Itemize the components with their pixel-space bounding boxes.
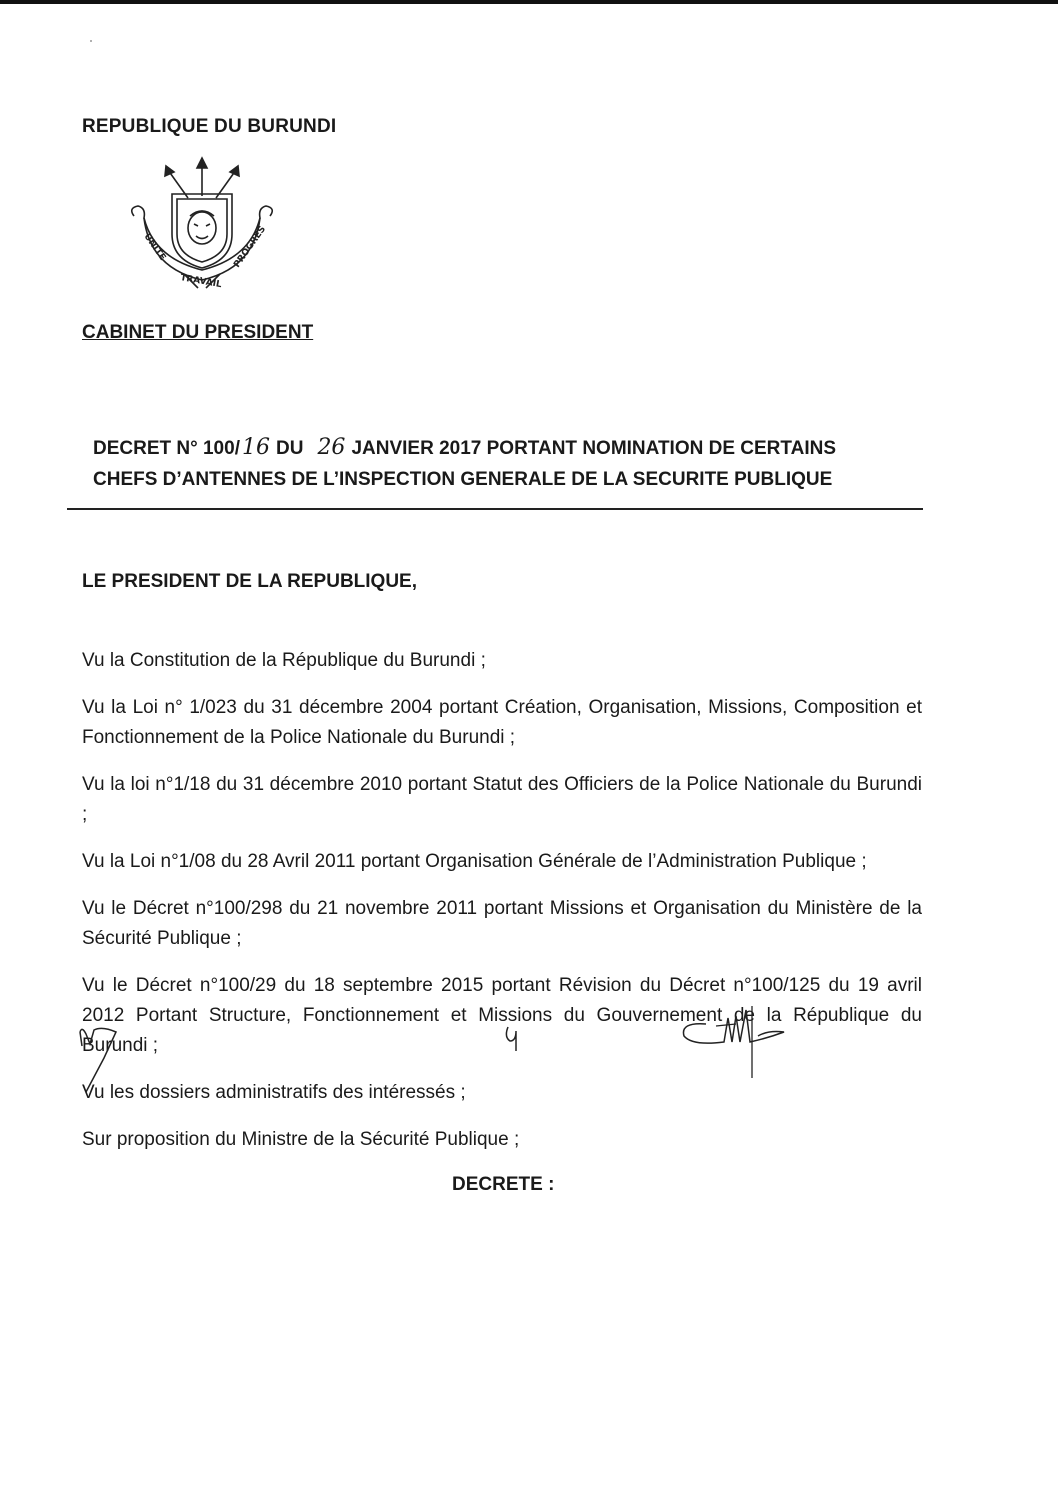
burundi-coat-of-arms-icon [124,156,280,294]
decrete-heading: DECRETE : [452,1174,555,1195]
president-heading: LE PRESIDENT DE LA REPUBLIQUE, [82,571,417,592]
visa-item: Vu le Décret n°100/298 du 21 novembre 2011 portant Missions et Organisation du Ministère de la Sécurité Publique ; [82,898,922,949]
visa-item: Vu la Constitution de la République du Burundi ; [82,650,486,671]
handwritten-signature-icon [672,1002,802,1080]
visa-list [82,646,922,1172]
scan-speck [90,40,92,42]
initial-signature-icon [498,1021,532,1055]
decree-title [93,432,933,495]
decree-title-rest: JANVIER 2017 PORTANT NOMINATION DE CERTAINS [351,438,836,459]
initials-signature-icon [74,1022,134,1094]
svg-text:TRAVAIL: TRAVAIL [179,273,223,291]
decree-number-handwritten: 16 [241,435,270,460]
visa-item: Vu la Loi n° 1/023 du 31 décembre 2004 portant Création, Organisation, Missions, Composition et Fonctionnement de la Police Nationale du Burundi ; [82,697,922,748]
visa-item: Vu la loi n°1/18 du 31 décembre 2010 portant Statut des Officiers de la Police Nationale du Burundi ; [82,774,922,825]
visa-item: Vu les dossiers administratifs des intéressés ; [82,1082,466,1103]
decree-title-du: DU [275,438,304,459]
visa-item: Sur proposition du Ministre de la Sécurité Publique ; [82,1129,520,1150]
svg-text:PROGRES: PROGRES [232,224,269,270]
svg-text:UNITE: UNITE [141,231,168,263]
visa-item: Vu le Décret n°100/29 du 18 septembre 2015 portant Révision du Décret n°100/125 du 19 avril 2012 Portant Structure, Fonctionnement et Missions du Gouvernement de la République du Burundi ; [82,975,922,1056]
decree-title-prefix: DECRET N° 100/ [93,438,240,459]
republic-heading: REPUBLIQUE DU BURUNDI [82,116,337,137]
page-top-border [0,0,1058,4]
decree-day-handwritten: 26 [317,435,346,460]
decree-title-line2: CHEFS D’ANTENNES DE L’INSPECTION GENERALE DE LA SECURITE PUBLIQUE [93,469,833,490]
cabinet-heading: CABINET DU PRESIDENT [82,322,314,343]
title-underline-rule [67,508,923,510]
visa-item: Vu la Loi n°1/08 du 28 Avril 2011 portant Organisation Générale de l’Administration Publique ; [82,851,867,872]
